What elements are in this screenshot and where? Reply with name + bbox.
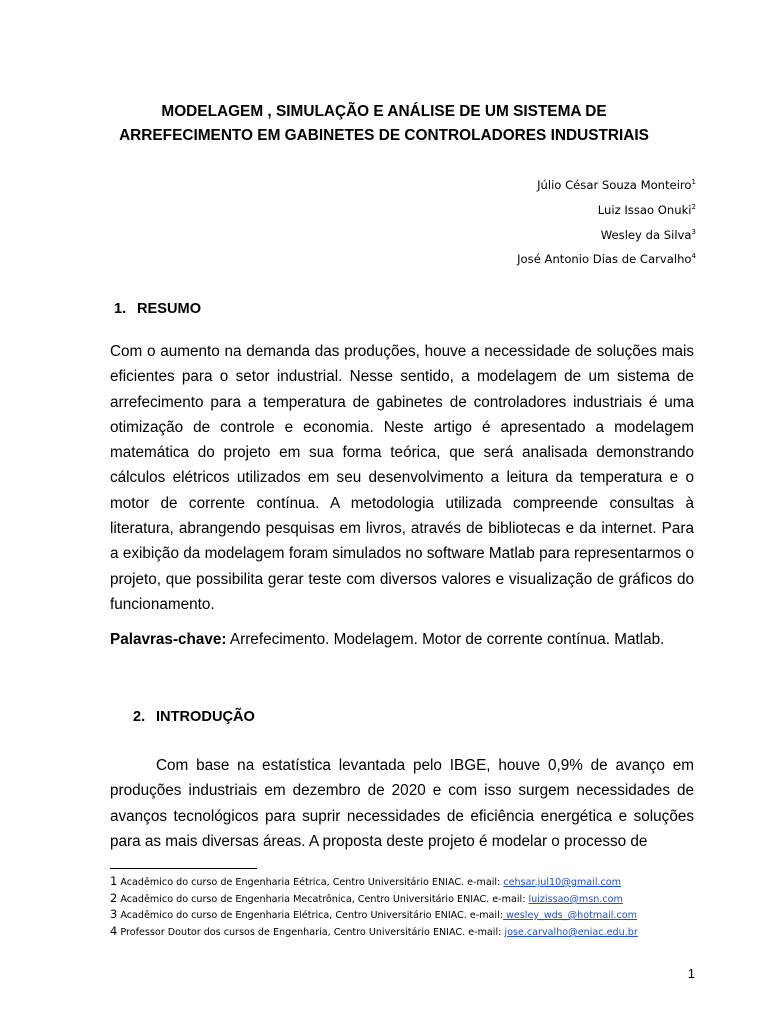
footnote-1 xyxy=(110,874,730,888)
keywords xyxy=(110,631,710,649)
author-2 xyxy=(598,203,696,217)
section-heading-resumo xyxy=(114,301,201,317)
email-link[interactable]: wesley_wds_@hotmail.com xyxy=(503,910,637,921)
abstract-paragraph: Com o aumento na demanda das produções, houve a necessidade de soluções mais eficientes para o setor industrial. Nesse sentido, a modelagem de um sistema de arrefecimento para a temperatura de gabinetes de controladores industriais é uma otimização de controle e economia. Neste artigo é apresentado a modelagem matemática do projeto em sua forma teórica, que será analisada demonstrando cálculos elétricos utilizados em seu desenvolvimento a leitura da temperatura e o motor de corrente contínua. A metodologia utilizada compreende consultas à literatura, abrangendo pesquisas em livros, através de bibliotecas e da internet. Para a exibição da modelagem foram simulados no software Matlab para representarmos o projeto, que possibilita gerar teste com diversos valores e visualização de gráficos do funcionamento. xyxy=(110,343,694,613)
title-line-1: MODELAGEM , SIMULAÇÃO E ANÁLISE DE UM SISTEMA DE xyxy=(161,103,607,120)
title-line-2: ARREFECIMENTO EM GABINETES DE CONTROLADORES INDUSTRIAIS xyxy=(119,127,649,144)
author-3 xyxy=(601,228,696,242)
page-number: 1 xyxy=(687,966,695,981)
footnote-text: Acadêmico do curso de Engenharia Elétrica, Centro Universitário ENIAC. e-mail: xyxy=(117,910,503,921)
section-number: 2. xyxy=(133,709,146,725)
author-ref: 4 xyxy=(691,252,696,260)
footnote-2 xyxy=(110,891,730,905)
introduction-paragraph: Com base na estatística levantada pelo IBGE, houve 0,9% de avanço em produções industriais em dezembro de 2020 e com isso surgem necessidades de avanços tecnológicos para suprir necessidades de eficiência energética e soluções para as mais diversas áreas. A proposta deste projeto é modelar o processo de xyxy=(110,757,694,850)
email-link[interactable]: jose.carvalho@eniac.edu.br xyxy=(504,927,638,938)
footnote-separator xyxy=(110,868,257,869)
section-title: INTRODUÇÃO xyxy=(156,709,255,725)
author-1 xyxy=(537,178,696,192)
author-name: Luiz Issao Onuki xyxy=(597,203,692,217)
footnote-text: Acadêmico do curso de Engenharia Eétrica, Centro Universitário ENIAC. e-mail: xyxy=(117,877,504,888)
email-link[interactable]: cehsar.jul10@gmail.com xyxy=(503,877,622,888)
footnote-number: 2 xyxy=(110,891,118,905)
email-link[interactable]: luizissao@msn.com xyxy=(528,894,623,905)
author-name: José Antonio Dias de Carvalho xyxy=(517,252,692,266)
author-ref: 3 xyxy=(691,228,696,236)
section-title: RESUMO xyxy=(137,301,202,317)
footnote-number: 3 xyxy=(110,907,118,921)
author-ref: 2 xyxy=(691,203,696,211)
section-heading-introducao xyxy=(133,709,255,725)
section-number: 1. xyxy=(114,301,127,317)
author-name: Wesley da Silva xyxy=(600,228,692,242)
author-ref: 1 xyxy=(691,178,696,186)
footnote-4 xyxy=(110,924,730,938)
footnote-3 xyxy=(110,907,730,921)
footnote-text: Professor Doutor dos cursos de Engenharia, Centro Universitário ENIAC. e-mail: xyxy=(117,927,505,938)
author-4 xyxy=(517,252,696,266)
footnote-number: 1 xyxy=(110,874,118,888)
footnote-text: Acadêmico do curso de Engenharia Mecatrônica, Centro Universitário ENIAC. e-mail: xyxy=(117,894,529,905)
footnote-number: 4 xyxy=(110,924,118,938)
keywords-text: Arrefecimento. Modelagem. Motor de corrente contínua. Matlab. xyxy=(226,631,665,648)
author-name: Júlio César Souza Monteiro xyxy=(537,178,692,192)
keywords-label: Palavras-chave: xyxy=(110,631,227,648)
